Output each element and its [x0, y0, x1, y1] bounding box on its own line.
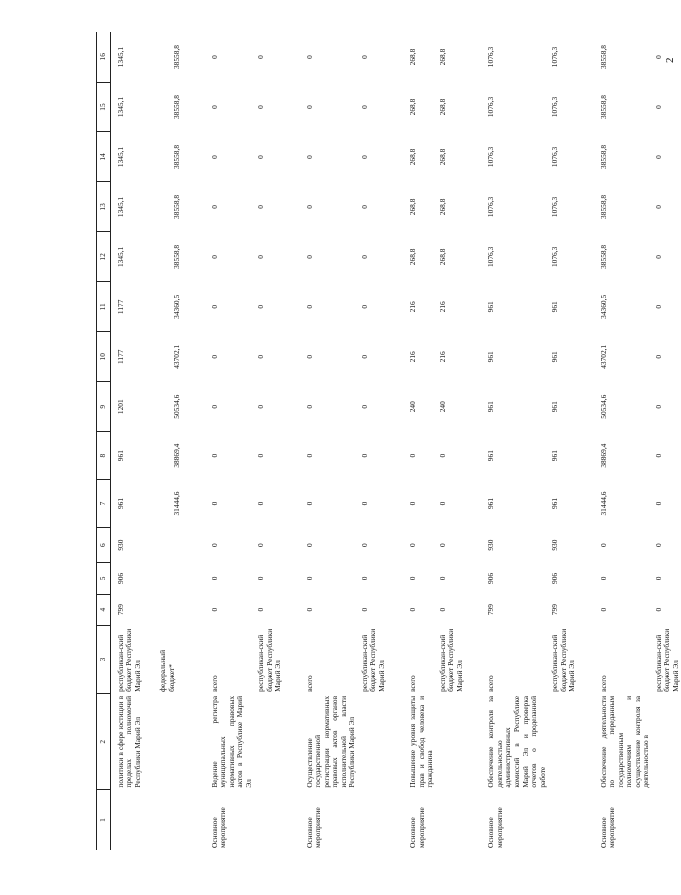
table-row [403, 32, 436, 850]
value-cell: 0 [359, 404, 369, 409]
spacer-cell [578, 32, 594, 850]
activity-name-cell [254, 694, 284, 790]
value-cell: 1076,3 [550, 46, 560, 68]
header-cell: 5 [97, 563, 111, 594]
value-cell: 0 [437, 576, 447, 581]
value-cell: 961 [115, 497, 125, 510]
value-cell: 0 [304, 607, 314, 612]
funding-source-cell: республикан-ский бюджет Республики Марий Эл [359, 628, 386, 692]
value-cell: 0 [653, 304, 663, 309]
value-cell: 43702,1 [598, 344, 608, 369]
activity-type-cell: Основное мероприятие [598, 807, 617, 848]
group-spacer [183, 32, 205, 850]
value-cell: 1201 [115, 399, 125, 415]
value-cell: 1177 [115, 349, 125, 365]
value-cell: 0 [437, 543, 447, 547]
header-cell: 11 [97, 282, 111, 332]
value-cell: 43702,1 [172, 344, 182, 369]
value-cell: 930 [115, 539, 125, 551]
funding-source-cell: всего [598, 675, 608, 692]
funding-source-cell: всего [209, 675, 219, 692]
value-cell: 0 [359, 607, 369, 612]
value-cell: 1076,3 [486, 246, 496, 268]
value-cell: 0 [653, 404, 663, 409]
activity-type-cell: Основное мероприятие [408, 807, 426, 848]
value-cell: 1076,3 [550, 196, 560, 218]
value-cell: 0 [437, 453, 447, 458]
table-row [110, 32, 143, 850]
value-cell: 0 [359, 304, 369, 309]
value-cell: 268,8 [408, 198, 418, 216]
value-cell: 961 [550, 351, 560, 363]
value-cell: 268,8 [408, 48, 418, 66]
table-row [481, 32, 548, 850]
value-cell: 0 [359, 55, 369, 59]
value-cell: 0 [653, 453, 663, 458]
table-row [143, 32, 183, 850]
header-cell: 10 [97, 332, 111, 382]
value-cell: 0 [304, 501, 314, 506]
value-cell: 1076,3 [486, 146, 496, 168]
value-cell: 0 [359, 543, 369, 547]
value-cell: 0 [359, 105, 369, 109]
value-cell: 0 [408, 607, 418, 612]
value-cell: 38558,8 [598, 95, 608, 120]
value-cell: 0 [256, 501, 266, 506]
value-cell: 0 [209, 607, 219, 612]
value-cell [143, 527, 183, 562]
value-cell: 906 [486, 572, 496, 584]
value-cell: 906 [115, 572, 125, 584]
value-cell: 0 [209, 105, 219, 109]
value-cell: 0 [256, 453, 266, 458]
value-cell: 0 [256, 543, 266, 547]
value-cell: 961 [550, 450, 560, 462]
table-row [652, 32, 681, 850]
value-cell: 0 [653, 576, 663, 581]
group-spacer [578, 32, 594, 850]
table-row [436, 32, 466, 850]
header-cell: 14 [97, 132, 111, 182]
value-cell: 0 [209, 576, 219, 581]
value-cell: 31444,6 [598, 491, 608, 516]
funding-source-cell: республикан-ский бюджет Республики Марий Эл [550, 628, 577, 692]
activity-name-cell [436, 694, 466, 790]
value-cell: 268,8 [437, 98, 447, 116]
value-cell: 38558,8 [172, 194, 182, 219]
value-cell: 1076,3 [550, 146, 560, 168]
activity-type-cell [254, 790, 284, 850]
value-cell: 0 [653, 607, 663, 612]
value-cell: 1076,3 [550, 246, 560, 268]
value-cell: 0 [209, 404, 219, 409]
spacer-cell [284, 32, 300, 850]
value-cell: 1177 [115, 299, 125, 315]
value-cell: 0 [256, 576, 266, 581]
value-cell: 0 [653, 105, 663, 109]
value-cell: 961 [550, 497, 560, 510]
table-row [548, 32, 578, 850]
header-cell: 4 [97, 594, 111, 625]
value-cell: 0 [359, 501, 369, 506]
activity-name-cell [358, 694, 388, 790]
value-cell: 961 [486, 401, 496, 413]
value-cell: 961 [486, 301, 496, 313]
value-cell: 0 [256, 205, 266, 209]
value-cell: 0 [408, 543, 418, 547]
activity-name-cell [652, 694, 681, 790]
value-cell: 216 [408, 301, 418, 313]
value-cell: 268,8 [437, 148, 447, 166]
header-cell: 16 [97, 32, 111, 82]
value-cell: 0 [359, 205, 369, 209]
value-cell: 0 [209, 55, 219, 59]
funding-source-cell: республикан-ский бюджет Республики Марий Эл [653, 628, 680, 692]
value-cell: 0 [256, 255, 266, 259]
value-cell: 216 [437, 301, 447, 313]
value-cell: 0 [304, 255, 314, 259]
value-cell: 961 [550, 301, 560, 313]
activity-name-cell [548, 694, 578, 790]
value-cell: 34360,5 [172, 294, 182, 319]
value-cell: 0 [209, 205, 219, 209]
value-cell: 268,8 [408, 248, 418, 266]
value-cell: 0 [209, 453, 219, 458]
value-cell: 0 [653, 501, 663, 506]
activity-type-cell: Основное мероприятие [209, 807, 228, 848]
value-cell: 0 [359, 453, 369, 458]
value-cell: 0 [408, 501, 418, 506]
value-cell: 0 [304, 55, 314, 59]
value-cell: 1076,3 [550, 96, 560, 118]
value-cell: 0 [359, 255, 369, 259]
value-cell: 799 [115, 604, 125, 616]
value-cell: 0 [359, 155, 369, 159]
table-row [205, 32, 255, 850]
value-cell: 1076,3 [486, 96, 496, 118]
value-cell: 0 [304, 453, 314, 458]
value-cell: 0 [653, 354, 663, 359]
value-cell: 50534,6 [172, 394, 182, 419]
funding-source-cell: всего [304, 675, 314, 692]
page-number: 2 [664, 57, 676, 63]
header-cell: 2 [97, 694, 111, 790]
value-cell: 961 [486, 351, 496, 363]
value-cell: 38558,8 [598, 194, 608, 219]
header-cell: 3 [97, 625, 111, 694]
group-spacer [387, 32, 403, 850]
value-cell: 0 [653, 205, 663, 209]
value-cell: 0 [256, 304, 266, 309]
header-cell: 12 [97, 232, 111, 282]
spacer-cell [465, 32, 481, 850]
value-cell: 1345,1 [115, 196, 125, 218]
value-cell: 34360,5 [598, 294, 608, 319]
value-cell: 0 [209, 255, 219, 259]
value-cell: 0 [209, 543, 219, 547]
header-row [97, 32, 111, 850]
activity-type-cell [652, 790, 681, 850]
value-cell: 38558,8 [598, 244, 608, 269]
activity-name-cell: Повышение уровня защиты прав и свобод человека и гражданина [408, 695, 435, 788]
value-cell: 930 [550, 539, 560, 551]
value-cell: 0 [653, 543, 663, 547]
value-cell: 1345,1 [115, 46, 125, 68]
value-cell: 240 [437, 401, 447, 413]
activity-name-cell: Обеспечение контроля за деятельностью административных комиссий в Республике Марий Эл и проверка отчетов о проделанной работе [486, 695, 547, 788]
value-cell: 0 [437, 501, 447, 506]
value-cell: 0 [304, 105, 314, 109]
value-cell: 0 [209, 501, 219, 506]
value-cell: 0 [598, 543, 608, 547]
funding-source-cell: всего [408, 675, 418, 692]
value-cell: 0 [408, 576, 418, 581]
value-cell: 38558,8 [598, 144, 608, 169]
value-cell: 930 [486, 539, 496, 551]
value-cell: 0 [653, 55, 663, 59]
value-cell: 961 [550, 401, 560, 413]
value-cell: 0 [209, 354, 219, 359]
group-spacer [465, 32, 481, 850]
header-cell: 13 [97, 182, 111, 232]
value-cell: 268,8 [437, 48, 447, 66]
value-cell: 0 [209, 304, 219, 309]
value-cell: 799 [486, 604, 496, 616]
value-cell: 38558,8 [172, 95, 182, 120]
value-cell: 38558,8 [172, 45, 182, 70]
value-cell: 0 [209, 155, 219, 159]
value-cell: 0 [304, 543, 314, 547]
value-cell: 0 [304, 576, 314, 581]
value-cell: 799 [550, 604, 560, 616]
value-cell: 31444,6 [172, 491, 182, 516]
value-cell: 0 [304, 205, 314, 209]
value-cell: 906 [550, 572, 560, 584]
value-cell: 0 [408, 453, 418, 458]
value-cell: 0 [256, 354, 266, 359]
value-cell [143, 563, 183, 594]
spacer-cell [387, 32, 403, 850]
value-cell: 50534,6 [598, 394, 608, 419]
header-cell: 9 [97, 382, 111, 432]
value-cell: 240 [408, 401, 418, 413]
value-cell: 0 [256, 105, 266, 109]
activity-type-cell [436, 790, 466, 850]
table-row [300, 32, 358, 850]
value-cell: 0 [359, 354, 369, 359]
header-cell: 8 [97, 432, 111, 480]
value-cell: 0 [304, 155, 314, 159]
header-cell: 6 [97, 527, 111, 562]
value-cell: 268,8 [408, 148, 418, 166]
value-cell: 1345,1 [115, 96, 125, 118]
value-cell: 1076,3 [486, 196, 496, 218]
value-cell: 0 [598, 607, 608, 612]
table-row [358, 32, 388, 850]
value-cell: 1345,1 [115, 146, 125, 168]
funding-source-cell: федеральный бюджет* [158, 649, 176, 692]
table-row [254, 32, 284, 850]
value-cell: 961 [115, 450, 125, 462]
header-cell: 1 [97, 790, 111, 850]
value-cell: 38558,8 [598, 45, 608, 70]
value-cell: 38558,8 [172, 244, 182, 269]
funding-source-cell: республикан-ский бюджет Республики Марий Эл [437, 628, 464, 692]
activity-type-cell [548, 790, 578, 850]
value-cell: 0 [304, 354, 314, 359]
value-cell: 0 [653, 255, 663, 259]
header-cell: 15 [97, 82, 111, 132]
value-cell: 0 [256, 155, 266, 159]
value-cell: 38558,8 [172, 144, 182, 169]
value-cell: 0 [304, 404, 314, 409]
group-spacer [284, 32, 300, 850]
value-cell: 1076,3 [486, 46, 496, 68]
value-cell: 961 [486, 497, 496, 510]
value-cell: 0 [304, 304, 314, 309]
value-cell: 0 [598, 576, 608, 581]
spacer-cell [183, 32, 205, 850]
value-cell [143, 594, 183, 625]
value-cell: 268,8 [437, 198, 447, 216]
budget-table-rotated [96, 32, 680, 850]
funding-source-cell: всего [486, 675, 496, 692]
table-row [594, 32, 652, 850]
activity-type-cell: Основное мероприятие [486, 807, 504, 848]
value-cell: 38869,4 [598, 443, 608, 468]
value-cell: 268,8 [408, 98, 418, 116]
budget-table [96, 32, 681, 850]
activity-name-cell: Обеспечение деятельности по переданным государственным полномочиям и осуществление контроля за деятельностью в [598, 695, 651, 788]
activity-type-cell [143, 790, 183, 850]
value-cell: 961 [486, 450, 496, 462]
value-cell: 0 [256, 404, 266, 409]
value-cell: 268,8 [437, 248, 447, 266]
value-cell: 1345,1 [115, 246, 125, 268]
activity-type-cell [358, 790, 388, 850]
value-cell: 0 [437, 607, 447, 612]
activity-type-cell: Основное мероприятие [304, 807, 323, 848]
value-cell: 0 [256, 55, 266, 59]
value-cell: 0 [653, 155, 663, 159]
activity-name-cell [143, 694, 183, 790]
header-cell: 7 [97, 480, 111, 528]
activity-name-cell: Ведение регистра муниципальных нормативных правовых актов в Республике Марий Эл [209, 695, 253, 788]
value-cell: 0 [359, 576, 369, 581]
value-cell: 216 [437, 351, 447, 363]
funding-source-cell: республикан-ский бюджет Республики Марий Эл [256, 628, 283, 692]
value-cell: 38869,4 [172, 443, 182, 468]
value-cell: 216 [408, 351, 418, 363]
activity-name-cell: политики в сфере юстиции в пределах полномочий Республики Марий Эл [115, 695, 142, 788]
activity-name-cell: Осуществление государственной регистрации нормативных правовых актов органов исполнительной власти Республики Марий Эл [304, 695, 357, 788]
activity-type-cell [110, 790, 143, 850]
funding-source-cell: республикан-ский бюджет Республики Марий Эл [115, 628, 142, 692]
value-cell: 0 [256, 607, 266, 612]
